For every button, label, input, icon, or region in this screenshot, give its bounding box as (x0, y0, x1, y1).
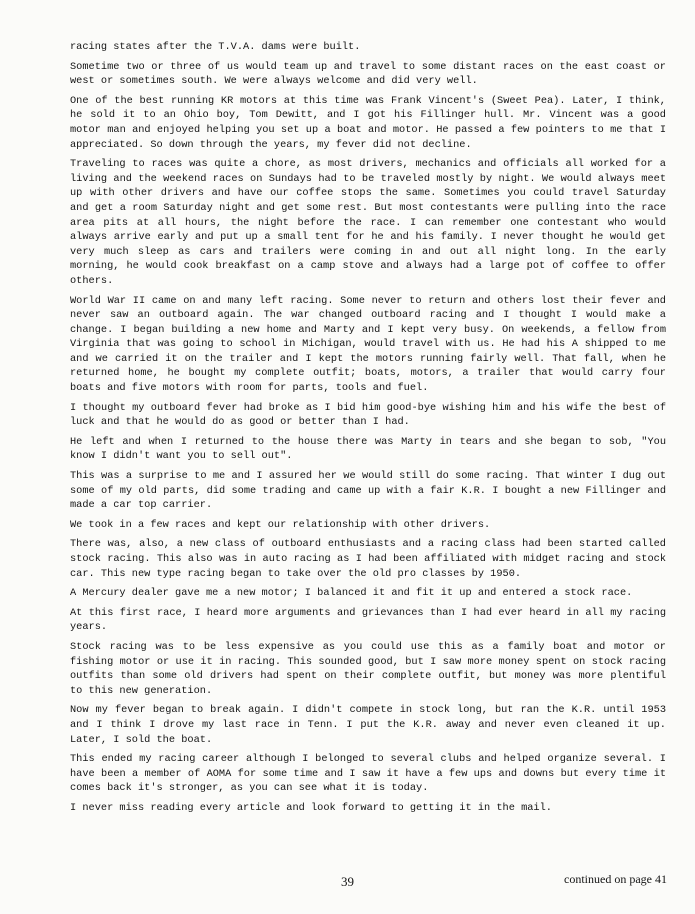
paragraph: One of the best running KR motors at this time was Frank Vincent's (Sweet Pea). Later, I think, he sold it to an Ohio boy, Tom Dewitt, and I got his Fillinger hull. Mr. Vincent was a good motor man and enjoyed helping you set up a boat and motor. He passed a few pointers to me that I appreciated. So down through the years, my fever did not decline. (70, 94, 666, 151)
paragraph: At this first race, I heard more arguments and grievances than I had ever heard in all my racing years. (70, 606, 666, 634)
paragraph: This was a surprise to me and I assured her we would still do some racing. That winter I dug out some of my old parts, did some trading and came up with a fair K.R. I bought a new Fillinger and made a car top carrier. (70, 470, 666, 512)
paragraph: He left and when I returned to the house there was Marty in tears and she began to sob, "You know I didn't want you to sell out". (70, 435, 666, 463)
continued-note: continued on page 41 (564, 872, 667, 886)
paragraph: I thought my outboard fever had broke as I bid him good-bye wishing him and his wife the best of luck and that he would do as good or better than I had. (70, 401, 666, 429)
paragraph: World War II came on and many left racing. Some never to return and others lost their fever and never saw an outboard again. The war changed outboard racing and I thought I would make a change. I began building a new home and Marty and I kept very busy. On weekends, a fellow from Virginia that was going to school in Michigan, would travel with us. He had his A shipped to me and we carried it on the trailer and I kept the motors running fairly well. That fall, when he returned home, he bought my complete outfit; boats, motors, a trailer that would carry four boats and five motors with room for parts, tools and fuel. (70, 294, 666, 395)
paragraph: We took in a few races and kept our relationship with other drivers. (70, 518, 491, 531)
paragraph: This ended my racing career although I belonged to several clubs and helped organize several. I have been a member of AOMA for some time and I saw it have a few ups and downs but every time it comes back it's stronger, as you can see what it is today. (70, 753, 666, 795)
paragraph: There was, also, a new class of outboard enthusiasts and a racing class had been started called stock racing. This also was in auto racing as I had been affiliated with midget racing and stock car. This new type racing began to take over the old pro classes by 1950. (70, 538, 666, 580)
paragraph: I never miss reading every article and look forward to getting it in the mail. (70, 801, 552, 814)
paragraph: racing states after the T.V.A. dams were built. (70, 41, 361, 53)
paragraph: Traveling to races was quite a chore, as most drivers, mechanics and officials all worked for a living and the weekend races on Sundays had to be traveled mostly by night. We would always meet up with other drivers and have our coffee stops the same. Sometimes you could travel Saturday and get a room Saturday night and get some rest. But most contestants were pulling into the race area pits at all hours, the night before the race. I can remember one contestant who would always arrive early and put up a small tent for he and his family. I never thought he would get very much sleep as cars and trailers were coming in and out all night long. In the early morning, he would cook breakfast on a camp stove and always had a large pot of coffee to offer others. (70, 158, 666, 287)
paragraph: Sometime two or three of us would team up and travel to some distant races on the east coast or west or sometimes south. We were always welcome and did very well. (70, 60, 666, 88)
body-text (70, 40, 666, 821)
paragraph: Now my fever began to break again. I didn't compete in stock long, but ran the K.R. until 1953 and I think I drove my last race in Tenn. I put the K.R. away and never even cleaned it up. Later, I sold the boat. (70, 704, 666, 746)
page-number: 39 (341, 874, 354, 889)
paragraph: Stock racing was to be less expensive as you could use this as a family boat and motor or fishing motor or use it in racing. This sounded good, but I saw more money spent on stock racing outfits than some old drivers had spent on their complete outfit, but money was more plentiful to this new generation. (70, 640, 666, 697)
paragraph: A Mercury dealer gave me a new motor; I balanced it and fit it up and entered a stock race. (70, 587, 633, 600)
